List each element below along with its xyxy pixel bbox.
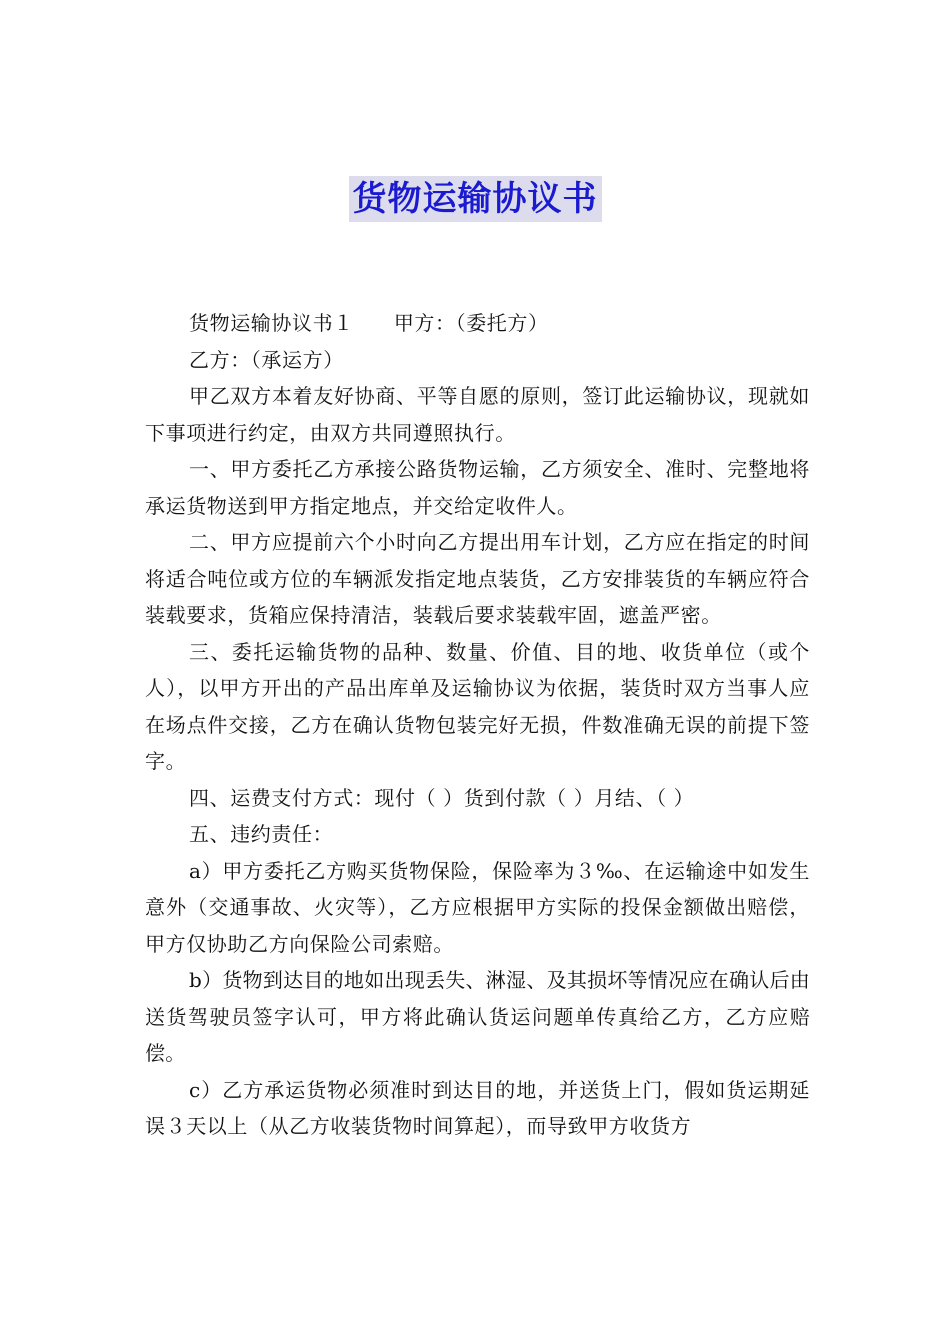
intro-line (145, 305, 810, 342)
paragraph-preamble: 甲乙双方本着友好协商、平等自愿的原则，签订此运输协议，现就如下事项进行约定，由双方共同遵照执行。 (145, 384, 810, 445)
paragraph-clause-3: 三、委托运输货物的品种、数量、价值、目的地、收货单位（或个人），以甲方开出的产品出库单及运输协议为依据，装货时双方当事人应在场点件交接，乙方在确认货物包装完好无损，件数准确无误的前提下签字。 (145, 639, 810, 773)
intro-part-1: 货物运输协议书１ (189, 311, 354, 335)
document-title: 货物运输协议书 (349, 176, 602, 222)
title-container (0, 176, 950, 222)
paragraph-clause-5c: c）乙方承运货物必须准时到达目的地，并送货上门，假如货运期延误３天以上（从乙方收装货物时间算起），而导致甲方收货方 (145, 1077, 810, 1138)
paragraph-party-b: 乙方：（承运方） (189, 347, 344, 372)
document-body (145, 305, 810, 1145)
paragraph-clause-5a: a）甲方委托乙方购买货物保险，保险率为３‰、在运输途中如发生意外（交通事故、火灾等），乙方应根据甲方实际的投保金额做出赔偿，甲方仅协助乙方向保险公司索赔。 (145, 858, 810, 956)
paragraph-clause-5b: b）货物到达目的地如出现丢失、淋湿、及其损坏等情况应在确认后由送货驾驶员签字认可，甲方将此确认货运问题单传真给乙方，乙方应赔偿。 (145, 968, 810, 1065)
paragraph-clause-5: 五、违约责任： (189, 822, 334, 846)
paragraph-clause-1: 一、甲方委托乙方承接公路货物运输，乙方须安全、准时、完整地将承运货物送到甲方指定地点，并交给定收件人。 (145, 457, 810, 518)
paragraph-clause-2: 二、甲方应提前六个小时向乙方提出用车计划，乙方应在指定的时间将适合吨位或方位的车辆派发指定地点装货，乙方安排装货的车辆应符合装载要求，货箱应保持清洁，装载后要求装载牢固，遮盖严密。 (145, 530, 810, 627)
intro-part-2: 甲方：（委托方） (393, 311, 549, 335)
paragraph-clause-4: 四、运费支付方式：现付（ ）货到付款（ ）月结、（ ） (189, 785, 695, 810)
